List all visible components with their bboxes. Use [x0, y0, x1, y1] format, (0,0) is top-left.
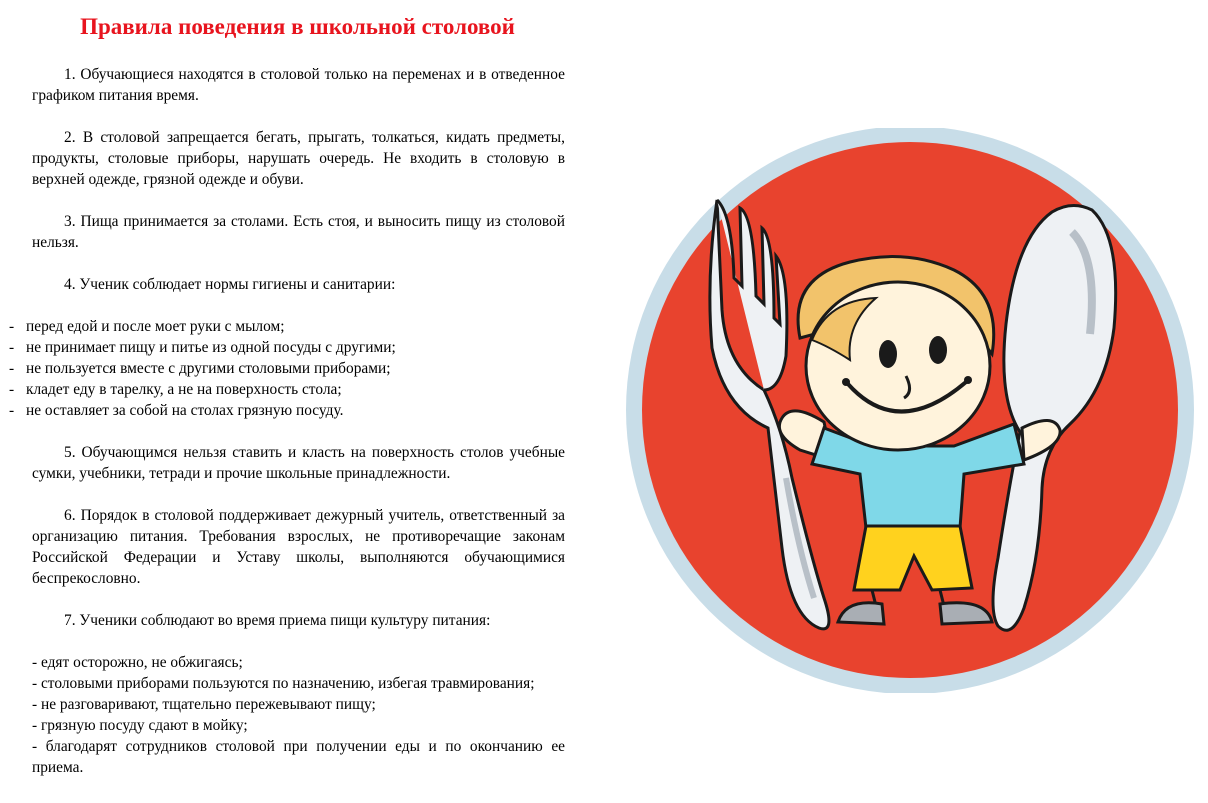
list-item: - не оставляет за собой на столах грязную посуду.	[9, 402, 344, 419]
canteen-illustration	[614, 128, 1204, 693]
list-item: - грязную посуду сдают в мойку;	[32, 717, 248, 734]
page-title: Правила поведения в школьной столовой	[80, 14, 515, 39]
dash-marker: -	[9, 381, 15, 398]
dash-marker: -	[9, 339, 15, 356]
rule-6: 6. Порядок в столовой поддерживает дежурный учитель, ответственный за организацию питания. Требования взрослых, не противоречащие законам Российской Федерации и Уставу школы, выполняются обучающимися беспрекословно.	[32, 507, 565, 587]
rule-3: 3. Пища принимается за столами. Есть стоя, и выносить пищу из столовой нельзя.	[32, 213, 565, 251]
list-item: - едят осторожно, не обжигаясь;	[32, 654, 243, 671]
rules-text	[9, 64, 565, 778]
list-item: - кладет еду в тарелку, а не на поверхность стола;	[9, 381, 342, 398]
rule-1: 1. Обучающиеся находятся в столовой только на переменах и в отведенное графиком питания время.	[32, 66, 565, 104]
dash-marker: -	[9, 402, 15, 419]
dash-marker: -	[9, 360, 15, 377]
rule-4-list	[9, 316, 565, 421]
rule-4: 4. Ученик соблюдает нормы гигиены и санитарии:	[64, 276, 396, 293]
list-item: - не принимает пищу и питье из одной посуды с другими;	[9, 339, 396, 356]
list-item: - не разговаривают, тщательно пережевывают пищу;	[32, 696, 376, 713]
face	[806, 282, 990, 450]
rule-7: 7. Ученики соблюдают во время приема пищи культуру питания:	[64, 612, 491, 629]
rule-2: 2. В столовой запрещается бегать, прыгать, толкаться, кидать предметы, продукты, столовые приборы, нарушать очередь. Не входить в столовую в верхней одежде, грязной одежде и обуви.	[32, 129, 565, 188]
list-item: - не пользуется вместе с другими столовыми приборами;	[9, 360, 391, 377]
list-item: - перед едой и после моет руки с мылом;	[9, 318, 285, 335]
dash-marker: -	[9, 318, 15, 335]
rule-5: 5. Обучающимся нельзя ставить и класть на поверхность столов учебные сумки, учебники, тетради и прочие школьные принадлежности.	[32, 444, 565, 482]
list-item: - благодарят сотрудников столовой при получении еды и по окончанию ее приема.	[32, 738, 565, 776]
list-item: - столовыми приборами пользуются по назначению, избегая травмирования;	[32, 675, 535, 692]
rule-7-list	[32, 652, 565, 778]
